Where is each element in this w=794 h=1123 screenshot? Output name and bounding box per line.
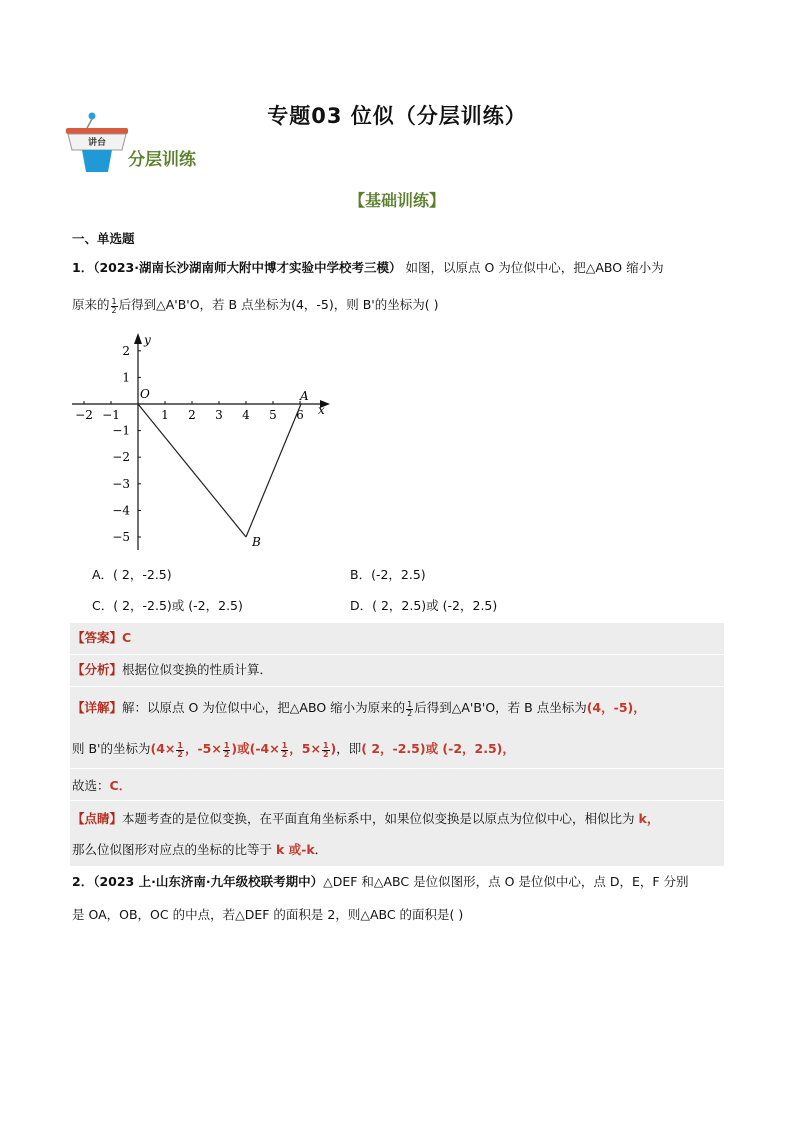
analysis-row	[72, 660, 272, 680]
y-tick-label: −3	[112, 476, 130, 491]
x-tick-label: 4	[242, 408, 250, 422]
y-tick-label: −4	[112, 503, 130, 518]
y-tick-label: 1	[122, 370, 130, 385]
y-tick-label: 2	[122, 343, 130, 358]
answer-row	[72, 628, 131, 648]
comment-row-1: 【点睛】本题考查的是位似变换，在平面直角坐标系中，如果位似变换是以原点为位似中心，相似比为 k，	[72, 811, 660, 826]
detail-row-2: 则 B'的坐标为(4× $\frac{1}{2}$ ，-5× $\frac{1}{2}$ )或(-4× $\frac{1}{2}$ ，5× $\frac{1}{2}$ )，即( 2，-2.5)或 (-2，2.5)，	[72, 741, 515, 759]
point-b-label: B	[252, 535, 261, 549]
detail-row-1: 【详解】解：以原点 O 为位似中心，把△ABO 缩小为原来的 $\frac{1}{2}$ 后得到△A'B'O，若 B 点坐标为(4，-5)，	[72, 700, 646, 718]
logo-text: 讲台	[87, 138, 107, 148]
detail-row-3: 故选：C．	[72, 778, 132, 793]
x-axis-label: x	[318, 403, 325, 417]
question-1-source: （2023·湖南长沙湖南师大附中博才实验中学校考三模）	[93, 260, 402, 275]
subsection-title: 【基础训练】	[348, 191, 445, 210]
page-title: 专题03 位似（分层训练）	[267, 104, 527, 128]
question-1-stem-a: 如图，以原点 O 为位似中心，把△ABO 缩小为	[401, 260, 664, 275]
x-tick-label: 1	[161, 408, 169, 422]
question-2-line-2: 是 OA，OB，OC 的中点，若△DEF 的面积是 2，则△ABC 的面积是( )	[72, 907, 464, 922]
question-1-number: 1．	[72, 260, 94, 275]
mic-head-icon	[89, 113, 96, 120]
option-c[interactable]: C．( 2，-2.5)或 (-2，2.5)	[92, 598, 243, 613]
y-tick-label: −1	[112, 423, 130, 438]
podium-top-icon	[66, 128, 128, 134]
option-b[interactable]: B．(-2，2.5)	[350, 567, 426, 582]
question-1-stem-b2: 后得到△A'B'O，若 B 点坐标为(4，-5)，则 B'的坐标为( )	[118, 297, 439, 312]
coordinate-graph	[68, 330, 338, 555]
question-1-line-2	[72, 295, 438, 315]
segment-OB	[138, 404, 246, 537]
option-d[interactable]: D．( 2，2.5)或 (-2，2.5)	[350, 598, 498, 613]
x-tick-label: −2	[75, 408, 93, 422]
comment-row-2: 那么位似图形对应点的坐标的比等于 k 或-k．	[72, 842, 328, 857]
y-tick-label: −5	[112, 530, 130, 544]
y-axis-arrow-icon	[134, 333, 142, 344]
question-1-line-1	[72, 258, 664, 278]
section-title: 分层训练	[128, 150, 196, 170]
point-a-label: A	[300, 389, 309, 403]
y-tick-label: −2	[112, 450, 130, 465]
analysis-label: 【分析】	[72, 662, 123, 677]
part-heading: 一、单选题	[72, 231, 135, 246]
question-2-line-1	[72, 872, 689, 892]
detail-label: 【详解】	[72, 700, 123, 715]
podium-base-icon	[82, 150, 112, 172]
lecture-podium-logo	[62, 112, 134, 174]
segment-BA	[246, 404, 301, 537]
option-a[interactable]: A．( 2，-2.5)	[92, 567, 172, 582]
question-2-source: （2023 上·山东济南·九年级校联考期中）	[93, 874, 324, 889]
question-2-number: 2．	[72, 874, 94, 889]
x-tick-label: 2	[188, 408, 196, 422]
y-axis-label: y	[144, 333, 151, 347]
analysis-text: 根据位似变换的性质计算．	[122, 662, 273, 677]
answer-label: 【答案】	[72, 630, 123, 645]
x-tick-label: 3	[215, 408, 223, 422]
x-tick-label: −1	[102, 408, 120, 422]
x-tick-label: 6	[296, 408, 304, 422]
comment-label: 【点睛】	[72, 811, 123, 826]
answer-value: C	[122, 630, 132, 645]
x-tick-label: 5	[269, 408, 277, 422]
origin-label: O	[140, 387, 150, 401]
question-2-stem-a: △DEF 和△ABC 是位似图形，点 O 是位似中心，点 D，E，F 分别	[323, 874, 689, 889]
fraction-half: $\frac{1}{2}$	[111, 297, 117, 315]
question-1-stem-b1: 原来的	[72, 297, 110, 312]
